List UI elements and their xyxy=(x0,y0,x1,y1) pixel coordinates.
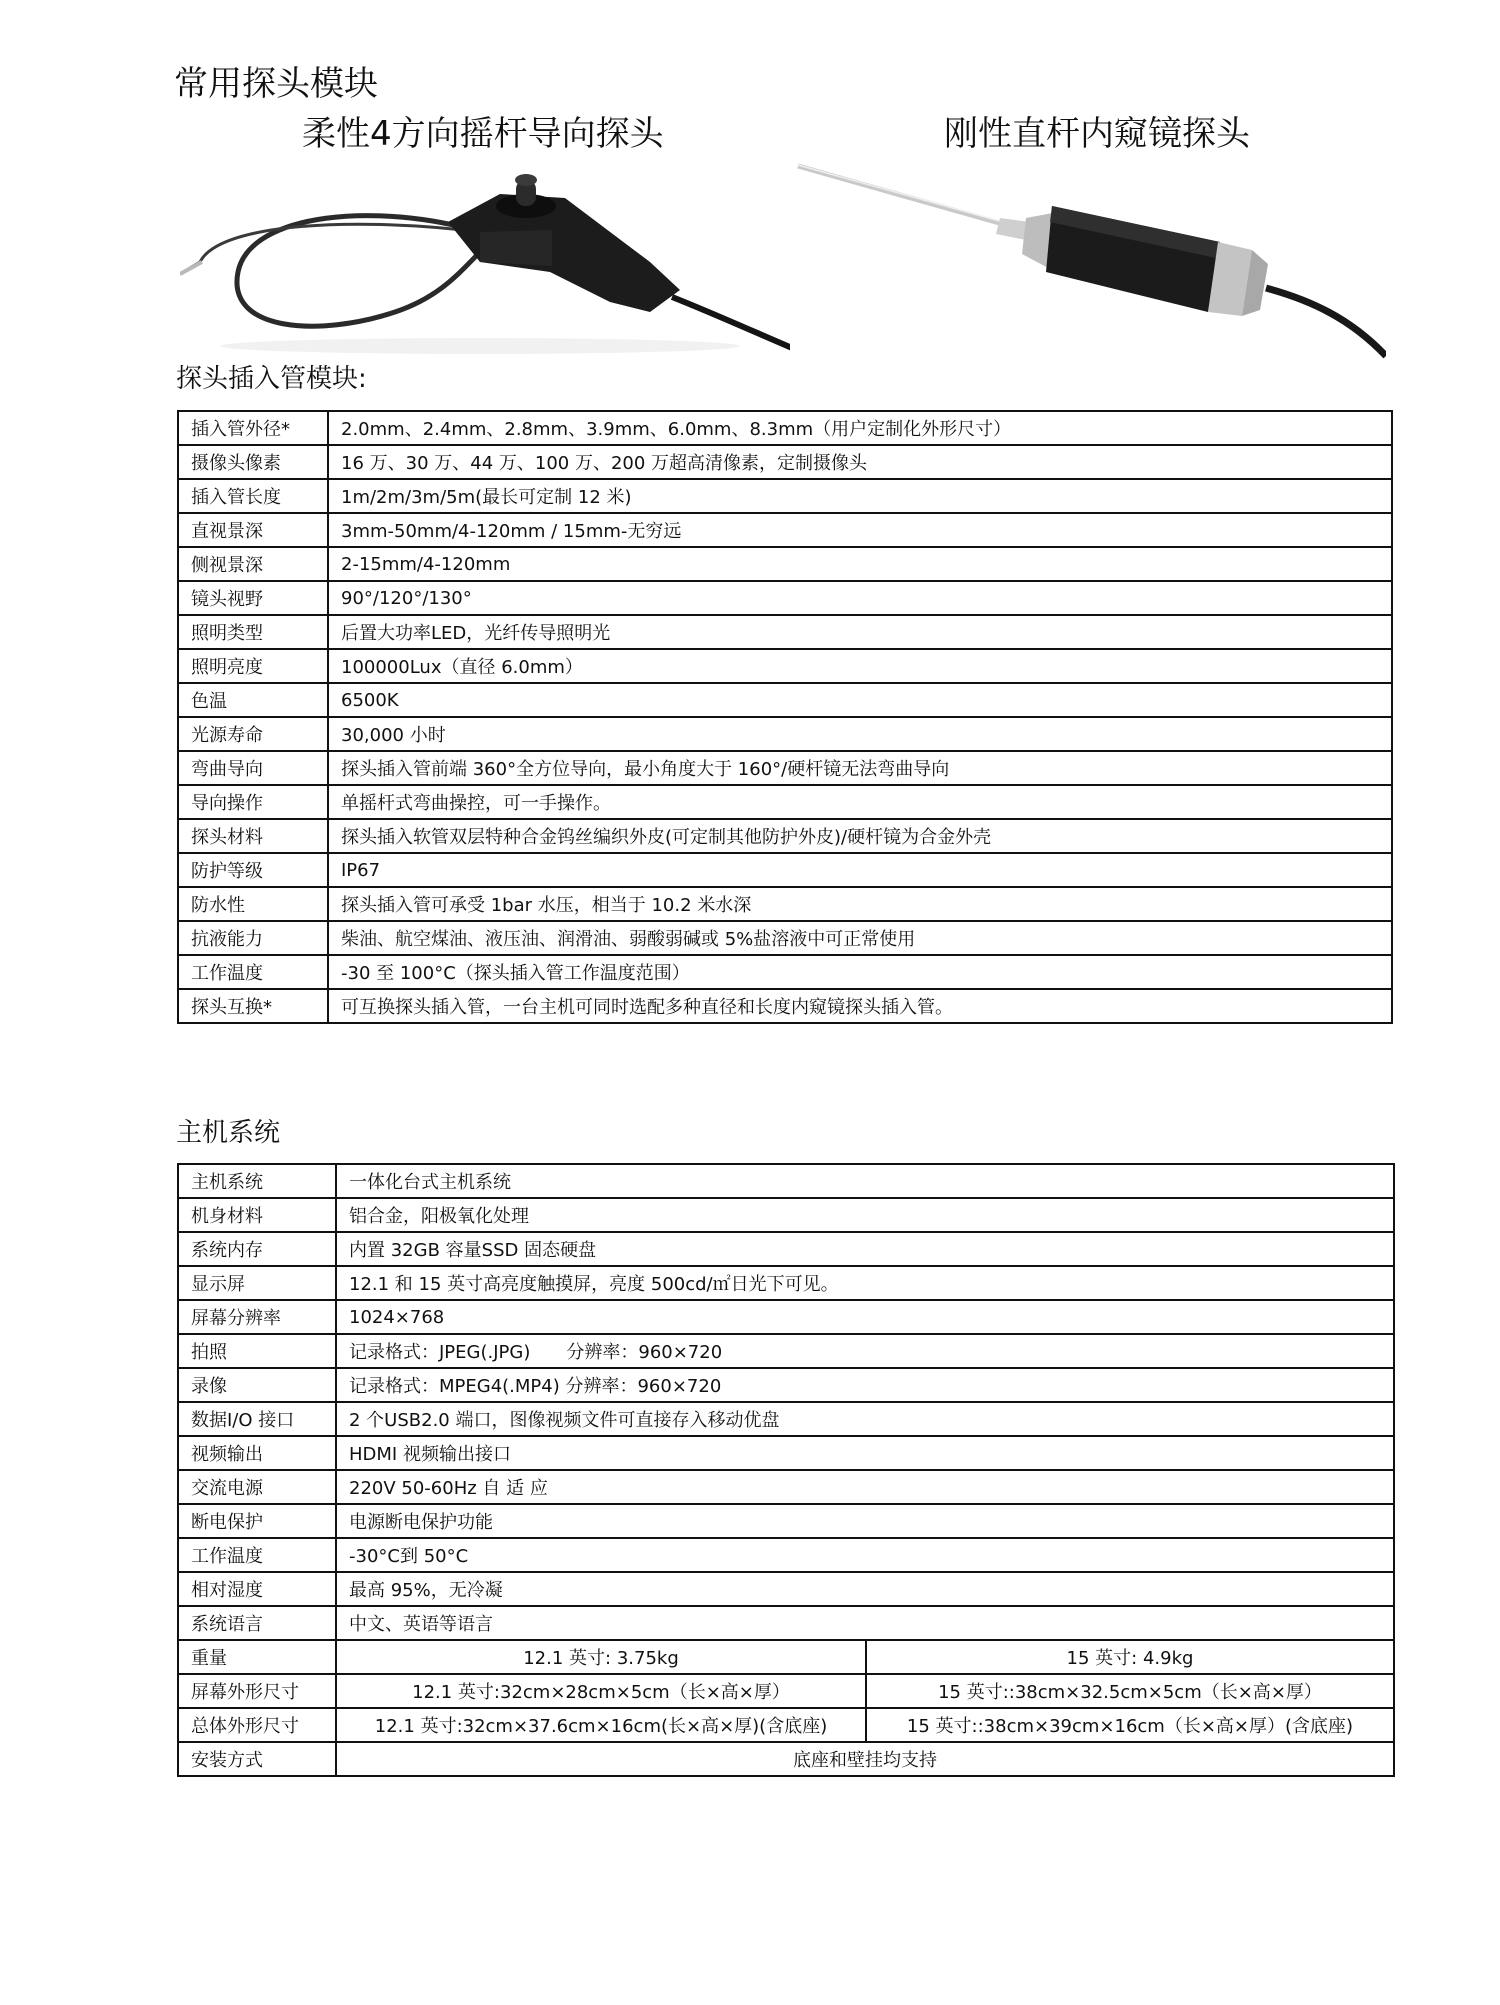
spec-key: 插入管外径* xyxy=(178,411,328,445)
spec-value-15in: 15 英寸::38cm×32.5cm×5cm（长×高×厚） xyxy=(866,1674,1394,1708)
spec-key: 照明类型 xyxy=(178,615,328,649)
spec-value: 2 个USB2.0 端口，图像视频文件可直接存入移动优盘 xyxy=(336,1402,1394,1436)
table-row xyxy=(178,1334,1394,1368)
spec-key: 色温 xyxy=(178,683,328,717)
spec-key: 录像 xyxy=(178,1368,336,1402)
table-row xyxy=(178,1164,1394,1198)
spec-value: 2-15mm/4-120mm xyxy=(328,547,1392,581)
spec-value: 探头插入管可承受 1bar 水压，相当于 10.2 米水深 xyxy=(328,887,1392,921)
table-row xyxy=(178,887,1392,921)
table-row xyxy=(178,853,1392,887)
spec-key: 直视景深 xyxy=(178,513,328,547)
table-row xyxy=(178,1266,1394,1300)
spec-key: 弯曲导向 xyxy=(178,751,328,785)
table-row xyxy=(178,1368,1394,1402)
spec-value: 2.0mm、2.4mm、2.8mm、3.9mm、6.0mm、8.3mm（用户定制化外形尺寸） xyxy=(328,411,1392,445)
host-system-spec-table xyxy=(177,1163,1395,1777)
spec-key: 探头互换* xyxy=(178,989,328,1023)
table-row xyxy=(178,683,1392,717)
table-row xyxy=(178,785,1392,819)
spec-key: 工作温度 xyxy=(178,955,328,989)
insertion-tube-spec-table xyxy=(177,410,1393,1024)
spec-key: 导向操作 xyxy=(178,785,328,819)
spec-key: 抗液能力 xyxy=(178,921,328,955)
spec-value: 电源断电保护功能 xyxy=(336,1504,1394,1538)
spec-value: 30,000 小时 xyxy=(328,717,1392,751)
spec-key: 数据I/O 接口 xyxy=(178,1402,336,1436)
table-row xyxy=(178,1402,1394,1436)
spec-value: 记录格式：JPEG(.JPG) 分辨率：960×720 xyxy=(336,1334,1394,1368)
table-row xyxy=(178,445,1392,479)
spec-key: 摄像头像素 xyxy=(178,445,328,479)
spec-value: 3mm-50mm/4-120mm / 15mm-无穷远 xyxy=(328,513,1392,547)
spec-value-12in: 12.1 英寸:32cm×28cm×5cm（长×高×厚） xyxy=(336,1674,866,1708)
spec-key: 机身材料 xyxy=(178,1198,336,1232)
rigid-probe-image xyxy=(790,160,1386,366)
table-row xyxy=(178,819,1392,853)
spec-key: 重量 xyxy=(178,1640,336,1674)
table-row xyxy=(178,989,1392,1023)
table-row xyxy=(178,615,1392,649)
spec-value: 可互换探头插入管，一台主机可同时选配多种直径和长度内窥镜探头插入管。 xyxy=(328,989,1392,1023)
table-row xyxy=(178,1674,1394,1708)
spec-key: 系统内存 xyxy=(178,1232,336,1266)
spec-key: 断电保护 xyxy=(178,1504,336,1538)
spec-value-12in: 12.1 英寸:32cm×37.6cm×16cm(长×高×厚)(含底座) xyxy=(336,1708,866,1742)
spec-key: 侧视景深 xyxy=(178,547,328,581)
spec-key: 防水性 xyxy=(178,887,328,921)
spec-value: 探头插入管前端 360°全方位导向，最小角度大于 160°/硬杆镜无法弯曲导向 xyxy=(328,751,1392,785)
spec-key: 照明亮度 xyxy=(178,649,328,683)
table-row xyxy=(178,1470,1394,1504)
spec-key: 视频输出 xyxy=(178,1436,336,1470)
spec-key: 探头材料 xyxy=(178,819,328,853)
spec-value: 中文、英语等语言 xyxy=(336,1606,1394,1640)
table-row xyxy=(178,1640,1394,1674)
spec-key: 主机系统 xyxy=(178,1164,336,1198)
spec-key: 显示屏 xyxy=(178,1266,336,1300)
spec-value: 单摇杆式弯曲操控，可一手操作。 xyxy=(328,785,1392,819)
flexible-probe-image xyxy=(180,162,792,358)
table-row xyxy=(178,649,1392,683)
spec-value-15in: 15 英寸::38cm×39cm×16cm（长×高×厚）(含底座) xyxy=(866,1708,1394,1742)
spec-value: 90°/120°/130° xyxy=(328,581,1392,615)
table-row xyxy=(178,479,1392,513)
table-row xyxy=(178,581,1392,615)
spec-key: 系统语言 xyxy=(178,1606,336,1640)
spec-key: 光源寿命 xyxy=(178,717,328,751)
table-row xyxy=(178,411,1392,445)
spec-value: HDMI 视频输出接口 xyxy=(336,1436,1394,1470)
spec-value: 12.1 和 15 英寸高亮度触摸屏，亮度 500cd/㎡日光下可见。 xyxy=(336,1266,1394,1300)
table-row xyxy=(178,1504,1394,1538)
table-row xyxy=(178,717,1392,751)
spec-value: -30°C到 50°C xyxy=(336,1538,1394,1572)
table-row xyxy=(178,1708,1394,1742)
table-row xyxy=(178,1436,1394,1470)
spec-key: 工作温度 xyxy=(178,1538,336,1572)
spec-key: 防护等级 xyxy=(178,853,328,887)
spec-value: 柴油、航空煤油、液压油、润滑油、弱酸弱碱或 5%盐溶液中可正常使用 xyxy=(328,921,1392,955)
spec-key: 镜头视野 xyxy=(178,581,328,615)
spec-value: 记录格式：MPEG4(.MP4) 分辨率：960×720 xyxy=(336,1368,1394,1402)
spec-value-15in: 15 英寸: 4.9kg xyxy=(866,1640,1394,1674)
spec-value: 100000Lux（直径 6.0mm） xyxy=(328,649,1392,683)
table-row xyxy=(178,1300,1394,1334)
spec-key: 插入管长度 xyxy=(178,479,328,513)
table-row xyxy=(178,955,1392,989)
spec-value: 铝合金，阳极氧化处理 xyxy=(336,1198,1394,1232)
table-row xyxy=(178,751,1392,785)
table-row xyxy=(178,547,1392,581)
spec-key: 屏幕分辨率 xyxy=(178,1300,336,1334)
spec-key: 相对湿度 xyxy=(178,1572,336,1606)
spec-value: 探头插入软管双层特种合金钨丝编织外皮(可定制其他防护外皮)/硬杆镜为合金外壳 xyxy=(328,819,1392,853)
page-title: 常用探头模块 xyxy=(174,64,378,104)
table-row xyxy=(178,1742,1394,1776)
spec-value: 一体化台式主机系统 xyxy=(336,1164,1394,1198)
spec-key: 安装方式 xyxy=(178,1742,336,1776)
spec-value: 220V 50-60Hz 自 适 应 xyxy=(336,1470,1394,1504)
table-row xyxy=(178,1538,1394,1572)
table-row xyxy=(178,1232,1394,1266)
spec-value: -30 至 100°C（探头插入管工作温度范围） xyxy=(328,955,1392,989)
spec-value: IP67 xyxy=(328,853,1392,887)
probe-title-flexible: 柔性4方向摇杆导向探头 xyxy=(302,114,664,154)
spec-value: 1m/2m/3m/5m(最长可定制 12 米) xyxy=(328,479,1392,513)
section-title-insertion-tube: 探头插入管模块: xyxy=(176,364,367,394)
spec-key: 拍照 xyxy=(178,1334,336,1368)
spec-value: 后置大功率LED，光纤传导照明光 xyxy=(328,615,1392,649)
spec-value: 6500K xyxy=(328,683,1392,717)
spec-key: 屏幕外形尺寸 xyxy=(178,1674,336,1708)
spec-key: 交流电源 xyxy=(178,1470,336,1504)
spec-value: 内置 32GB 容量SSD 固态硬盘 xyxy=(336,1232,1394,1266)
spec-value: 最高 95%，无冷凝 xyxy=(336,1572,1394,1606)
spec-key: 总体外形尺寸 xyxy=(178,1708,336,1742)
spec-value: 16 万、30 万、44 万、100 万、200 万超高清像素，定制摄像头 xyxy=(328,445,1392,479)
section-title-host-system: 主机系统 xyxy=(176,1118,281,1148)
spec-value-12in: 12.1 英寸: 3.75kg xyxy=(336,1640,866,1674)
spec-value: 底座和壁挂均支持 xyxy=(336,1742,1394,1776)
table-row xyxy=(178,1198,1394,1232)
probe-title-rigid: 刚性直杆内窥镜探头 xyxy=(944,114,1250,154)
spec-value: 1024×768 xyxy=(336,1300,1394,1334)
table-row xyxy=(178,1572,1394,1606)
table-row xyxy=(178,921,1392,955)
table-row xyxy=(178,1606,1394,1640)
table-row xyxy=(178,513,1392,547)
